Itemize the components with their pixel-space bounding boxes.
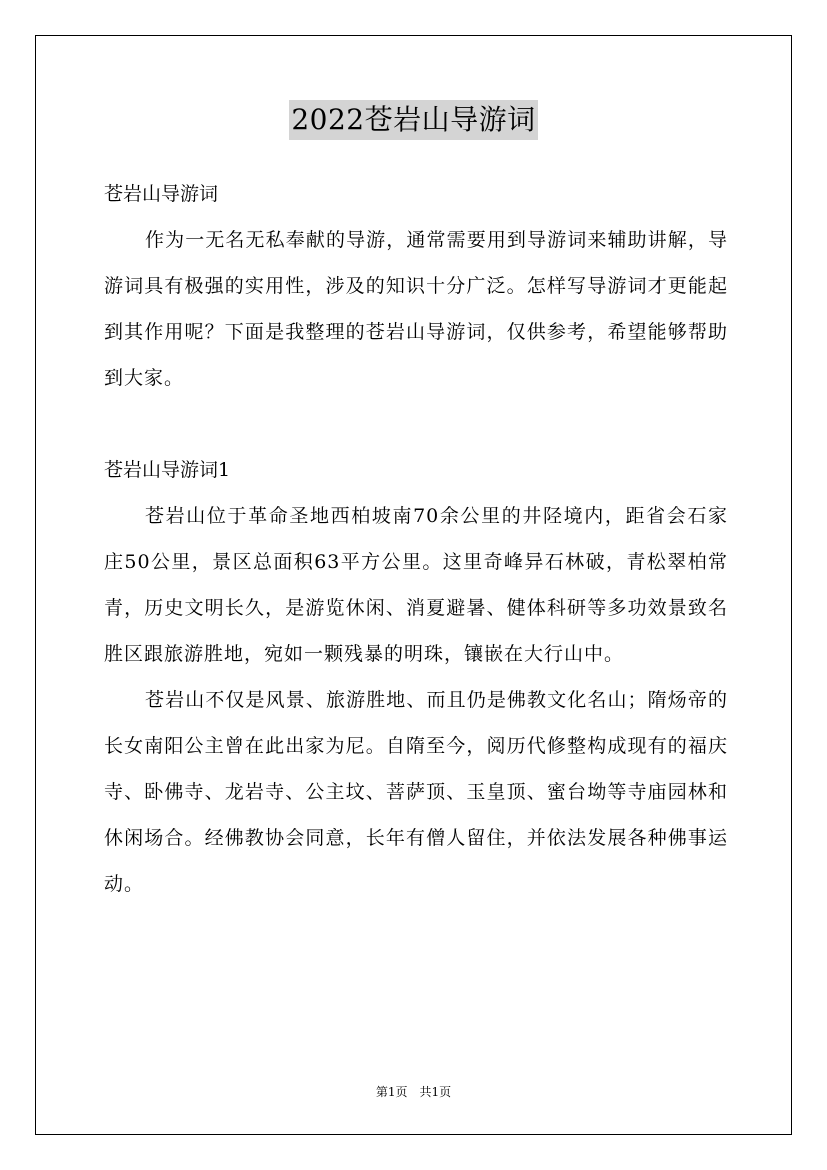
intro-heading: 苍岩山导游词	[104, 183, 219, 205]
document-body	[104, 171, 728, 907]
section1-heading: 苍岩山导游词1	[104, 459, 231, 481]
document-title: 2022苍岩山导游词	[289, 100, 537, 140]
intro-paragraph: 作为一无名无私奉献的导游，通常需要用到导游词来辅助讲解，导游词具有极强的实用性，涉及的知识十分广泛。怎样写导游词才更能起到其作用呢？下面是我整理的苍岩山导游词，仅供参考，希望能够帮助到大家。	[104, 229, 728, 389]
title-wrap	[0, 100, 827, 140]
section-gap	[104, 401, 728, 447]
section1-paragraph-2: 苍岩山不仅是风景、旅游胜地、而且仍是佛教文化名山；隋炀帝的长女南阳公主曾在此出家为尼。自隋至今，阅历代修整构成现有的福庆寺、卧佛寺、龙岩寺、公主坟、菩萨顶、玉皇顶、蜜台坳等寺庙园林和休闲场合。经佛教协会同意，长年有僧人留住，并依法发展各种佛事运动。	[104, 689, 728, 895]
section1-paragraph-1: 苍岩山位于革命圣地西柏坡南70余公里的井陉境内，距省会石家庄50公里，景区总面积63平方公里。这里奇峰异石林破，青松翠柏常青，历史文明长久，是游览休闲、消夏避暑、健体科研等多功效景致名胜区跟旅游胜地，宛如一颗残暴的明珠，镶嵌在大行山中。	[104, 505, 728, 665]
page-footer: 第1页 共1页	[375, 1085, 452, 1099]
